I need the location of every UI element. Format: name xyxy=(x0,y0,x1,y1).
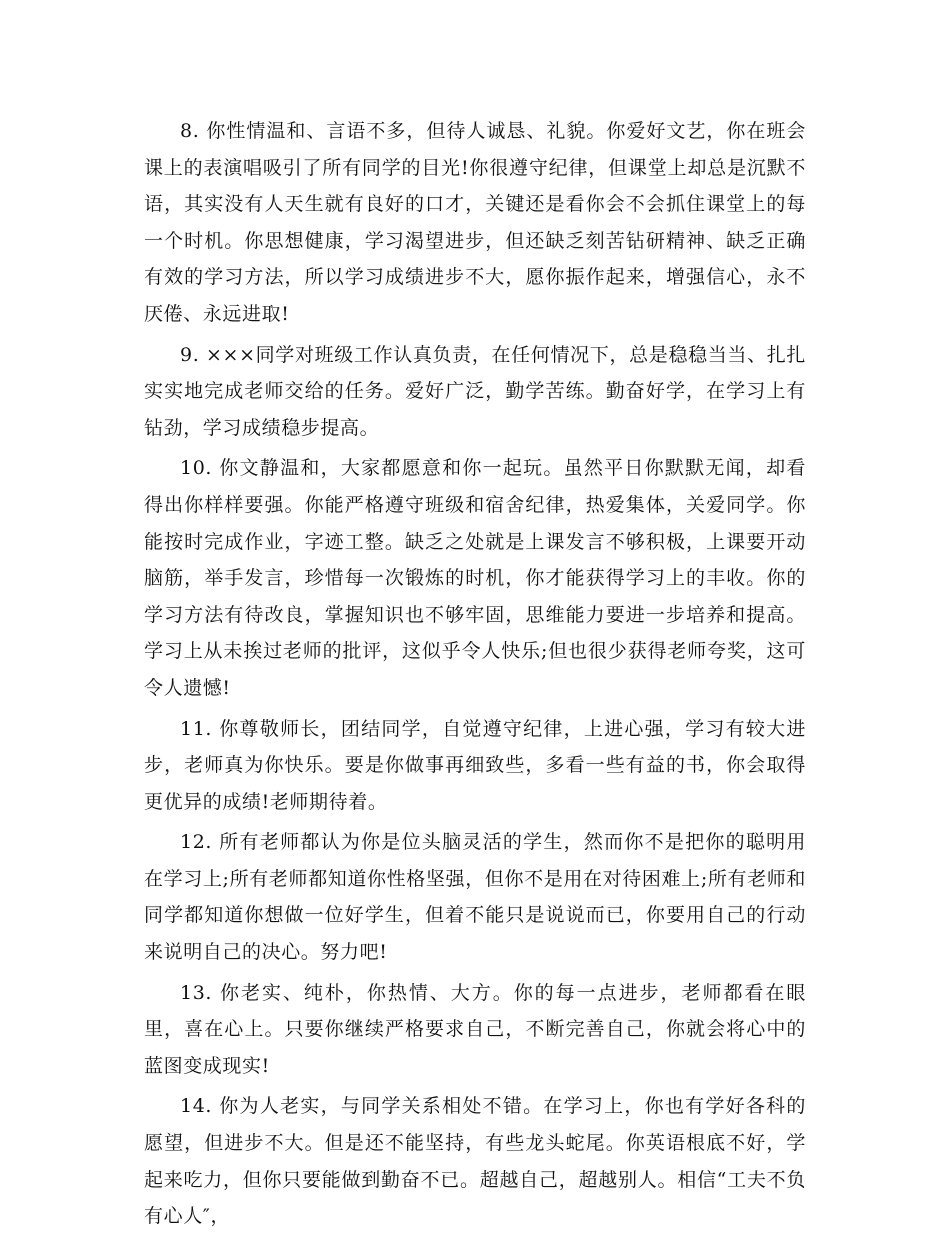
comment-paragraph-9: 9. ×××同学对班级工作认真负责，在任何情况下，总是稳稳当当、扎扎实实地完成老师交给的任务。爱好广泛，勤学苦练。勤奋好学，在学习上有钻劲，学习成绩稳步提高。 xyxy=(144,343,806,439)
comment-paragraph-13: 13. 你老实、纯朴，你热情、大方。你的每一点进步，老师都看在眼里，喜在心上。只要你继续严格要求自己，不断完善自己，你就会将心中的蓝图变成现实! xyxy=(144,981,806,1077)
comment-paragraph-14: 14. 你为人老实，与同学关系相处不错。在学习上，你也有学好各科的愿望，但进步不大。但是还不能坚持，有些龙头蛇尾。你英语根底不好，学起来吃力，但你只要能做到勤奋不已。超越自己，超越别人。相信“工夫不负有心人″， xyxy=(144,1095,806,1228)
comment-paragraph-10: 10. 你文静温和，大家都愿意和你一起玩。虽然平日你默默无闻，却看得出你样样要强。你能严格遵守班级和宿舍纪律，热爱集体，关爱同学。你能按时完成作业，字迹工整。缺乏之处就是上课发言不够积极，上课要开动脑筋，举手发言，珍惜每一次锻炼的时机，你才能获得学习上的丰收。你的学习方法有待改良，掌握知识也不够牢固，思维能力要进一步培养和提高。学习上从未挨过老师的批评，这似乎令人快乐;但也很少获得老师夸奖，这可令人遗憾! xyxy=(144,457,806,699)
comment-paragraph-11: 11. 你尊敬师长，团结同学，自觉遵守纪律，上进心强，学习有较大进步，老师真为你快乐。要是你做事再细致些，多看一些有益的书，你会取得更优异的成绩!老师期待着。 xyxy=(144,717,806,813)
comment-paragraph-8: 8. 你性情温和、言语不多，但待人诚恳、礼貌。你爱好文艺，你在班会课上的表演唱吸引了所有同学的目光!你很遵守纪律，但课堂上却总是沉默不语，其实没有人天生就有良好的口才，关键还是看你会不会抓住课堂上的每一个时机。你思想健康，学习渴望进步，但还缺乏刻苦钻研精神、缺乏正确有效的学习方法，所以学习成绩进步不大，愿你振作起来，增强信心，永不厌倦、永远进取! xyxy=(144,120,806,325)
comment-paragraph-12: 12. 所有老师都认为你是位头脑灵活的学生，然而你不是把你的聪明用在学习上;所有老师都知道你性格坚强，但你不是用在对待困难上;所有老师和同学都知道你想做一位好学生，但着不能只是说说而已，你要用自己的行动来说明自己的决心。努力吧! xyxy=(144,831,806,964)
document-body xyxy=(144,113,806,1239)
